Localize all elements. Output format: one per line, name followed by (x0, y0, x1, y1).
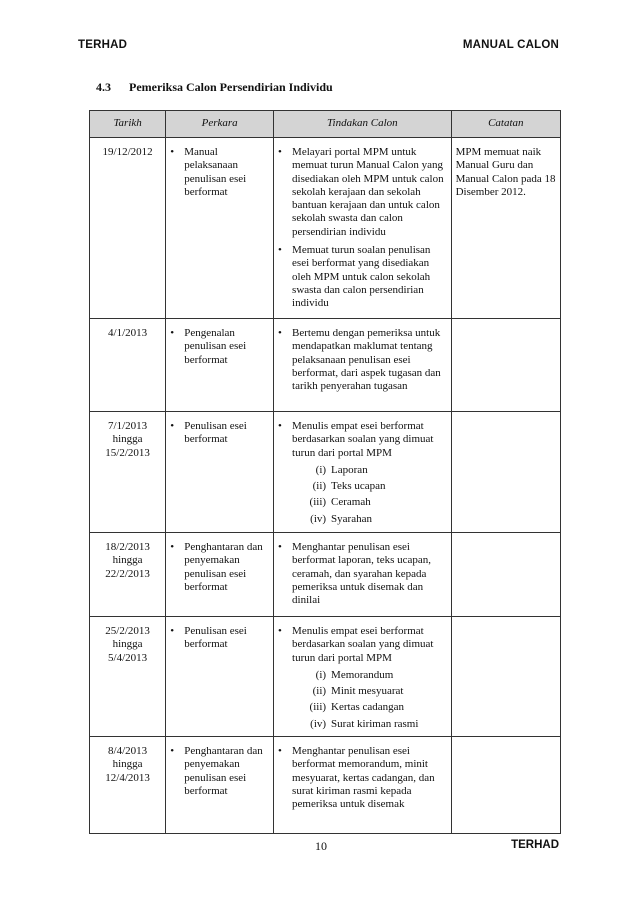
header-right-label: MANUAL CALON (462, 39, 559, 51)
sublist-text: Laporan (331, 463, 368, 476)
sublist-number: (ii) (312, 685, 327, 698)
tindakan-cell (274, 412, 452, 533)
bullet-item (278, 420, 447, 460)
sublist-number: (iii) (309, 496, 327, 509)
date-text: 15/2/2013 (105, 446, 150, 459)
bullet-item (278, 146, 447, 239)
tindakan-text: Menghantar penulisan esei berformat memorandum, minit mesyuarat, kertas cadangan, dan surat kiriman rasmi kepada pemeriksa untuk disemak (292, 745, 435, 811)
perkara-text: Penghantaran dan penyemakan penulisan esei berformat (184, 745, 263, 797)
section-title: Pemeriksa Calon Persendirian Individu (129, 80, 333, 94)
bullet-icon: • (278, 745, 282, 757)
date-text: hingga (112, 758, 143, 771)
catatan-cell: MPM memuat naik Manual Guru dan Manual Calon pada 18 Disember 2012. (451, 138, 560, 319)
sublist-text: Minit mesyuarat (331, 685, 404, 698)
perkara-text: Pengenalan penulisan esei berformat (184, 327, 247, 366)
bullet-icon: • (278, 244, 282, 257)
sublist-text: Memorandum (331, 668, 394, 681)
bullet-icon: • (278, 146, 282, 158)
tindakan-cell (274, 138, 452, 319)
date-text: 18/2/2013 (105, 541, 150, 553)
col-header-catatan: Catatan (451, 111, 560, 138)
sublist-item (298, 480, 447, 493)
sublist-number: (iii) (309, 701, 327, 714)
bullet-icon: • (170, 745, 175, 757)
header-left-label: TERHAD (78, 39, 128, 51)
date-cell (90, 533, 166, 617)
date-text: 4/1/2013 (108, 327, 148, 339)
sublist-number: (iv) (310, 512, 327, 525)
bullet-item (278, 541, 447, 607)
date-text: 5/4/2013 (108, 651, 148, 664)
perkara-cell (166, 412, 274, 533)
bullet-icon: • (278, 625, 282, 637)
tindakan-cell (274, 737, 452, 834)
col-header-tarikh: Tarikh (90, 111, 166, 138)
bullet-icon: • (278, 327, 282, 339)
sublist (298, 669, 447, 731)
perkara-text: Penulisan esei berformat (184, 625, 247, 651)
bullet-item (170, 146, 269, 199)
date-text: hingga (112, 433, 143, 446)
bullet-item (278, 745, 447, 811)
date-text: 7/1/2013 (108, 420, 148, 432)
sublist-item (298, 685, 447, 698)
perkara-text: Penulisan esei berformat (184, 420, 247, 446)
tindakan-text: Melayari portal MPM untuk memuat turun Manual Calon yang disediakan oleh MPM untuk calon sekolah kerajaan dan sekolah bantuan kerajaan dan untuk calon sekolah swasta dan calon persendirian individu (292, 146, 444, 238)
catatan-cell (451, 617, 560, 737)
table-row (90, 617, 561, 737)
perkara-cell (166, 737, 274, 834)
date-cell (90, 617, 166, 737)
date-cell (90, 319, 166, 412)
sublist-item (298, 513, 447, 526)
sublist-item (298, 669, 447, 682)
tindakan-text: Menulis empat esei berformat berdasarkan soalan yang dimuat turun dari portal MPM (292, 420, 434, 459)
bullet-item (170, 625, 269, 652)
sublist-number: (ii) (312, 480, 327, 493)
col-header-tindakan: Tindakan Calon (274, 111, 452, 138)
table-row (90, 138, 561, 319)
sublist-item (298, 718, 447, 731)
date-cell (90, 412, 166, 533)
date-text: 22/2/2013 (105, 567, 150, 580)
sublist-text: Ceramah (331, 496, 371, 509)
bullet-item (278, 327, 447, 393)
tindakan-cell (274, 319, 452, 412)
perkara-text: Penghantaran dan penyemakan penulisan esei berformat (184, 541, 263, 593)
date-cell (90, 138, 166, 319)
bullet-icon: • (170, 327, 175, 339)
bullet-item (278, 244, 447, 310)
col-header-perkara: Perkara (166, 111, 274, 138)
perkara-cell (166, 319, 274, 412)
section-heading (96, 80, 333, 95)
date-text: 8/4/2013 (108, 745, 148, 757)
sublist-text: Teks ucapan (331, 480, 386, 493)
catatan-cell (451, 737, 560, 834)
date-text: 19/12/2012 (102, 146, 153, 158)
sublist-item (298, 464, 447, 477)
footer-right-label: TERHAD (511, 839, 559, 851)
catatan-cell (451, 533, 560, 617)
tindakan-text: Bertemu dengan pemeriksa untuk mendapatkan maklumat tentang pelaksanaan penulisan esei berformat, dari aspek tugasan dan tarikh penyerahan tugasan (292, 327, 441, 393)
perkara-cell (166, 617, 274, 737)
bullet-icon: • (170, 146, 175, 158)
perkara-text: Manual pelaksanaan penulisan esei berformat (184, 146, 247, 198)
tindakan-text: Menulis empat esei berformat berdasarkan soalan yang dimuat turun dari portal MPM (292, 625, 434, 664)
sublist (298, 464, 447, 526)
bullet-item (170, 420, 269, 447)
schedule-table (89, 110, 561, 834)
sublist-number: (i) (315, 463, 327, 476)
catatan-cell (451, 412, 560, 533)
bullet-item (278, 625, 447, 665)
page-number: 10 (315, 839, 327, 853)
bullet-icon: • (170, 420, 175, 432)
date-text: 25/2/2013 (105, 625, 150, 637)
sublist-number: (i) (315, 668, 327, 681)
sublist-text: Surat kiriman rasmi (331, 717, 419, 730)
table-row (90, 737, 561, 834)
table-row (90, 533, 561, 617)
table-header-row (90, 111, 561, 138)
sublist-text: Kertas cadangan (331, 701, 405, 714)
bullet-icon: • (278, 420, 282, 432)
bullet-icon: • (170, 625, 175, 637)
bullet-item (170, 745, 269, 798)
perkara-cell (166, 138, 274, 319)
date-text: hingga (112, 638, 143, 651)
tindakan-text: Memuat turun soalan penulisan esei berformat yang disediakan oleh MPM untuk calon sekolah swasta dan calon persendirian individu (292, 244, 431, 310)
date-text: 12/4/2013 (105, 771, 150, 784)
bullet-icon: • (278, 541, 282, 553)
table-row (90, 412, 561, 533)
sublist-item (298, 701, 447, 714)
table-row (90, 319, 561, 412)
sublist-item (298, 496, 447, 509)
catatan-cell (451, 319, 560, 412)
date-text: hingga (112, 554, 143, 567)
bullet-item (170, 541, 269, 594)
tindakan-text: Menghantar penulisan esei berformat laporan, teks ucapan, ceramah, dan syarahan kepada pemeriksa untuk disemak dan dinilai (292, 541, 432, 607)
tindakan-cell (274, 617, 452, 737)
bullet-icon: • (170, 541, 175, 553)
section-number: 4.3 (96, 80, 111, 94)
perkara-cell (166, 533, 274, 617)
sublist-number: (iv) (310, 717, 327, 730)
bullet-item (170, 327, 269, 367)
tindakan-cell (274, 533, 452, 617)
date-cell (90, 737, 166, 834)
sublist-text: Syarahan (331, 512, 372, 525)
